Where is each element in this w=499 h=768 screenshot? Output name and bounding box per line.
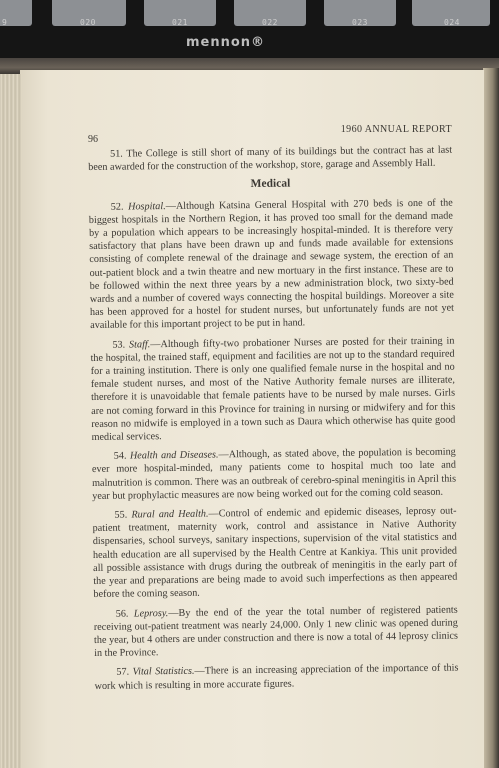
section-heading: Medical (250, 177, 291, 191)
paragraph-53 (90, 334, 455, 444)
frame-number: 021 (172, 18, 188, 27)
paragraph-55 (92, 505, 457, 602)
paragraph-text: —Although fifty-two probationer Nurses are posted for their training in the hospital, the trained staff, equipment and facilities are not up to the standard required for a training institution. There is only one qualified female nurse in the hospital and no female student nurses, and most of the Native Authority female nurses are illiterate, therefore it is unavoidable that female patients have to be nursed by male nurses. Girls are not coming forward in this Province for training in nursing or midwifery and for this reason no midwife is employed in a town such as Daura which otherwise has quite good medical services. (90, 335, 456, 444)
paragraph-title: Health and Diseases. (129, 449, 219, 462)
frame-number: 020 (80, 18, 96, 27)
paragraph-number: 57. (116, 666, 130, 679)
page-number: 96 (88, 134, 98, 145)
paragraph-title: Rural and Health. (131, 508, 209, 521)
document-page (20, 70, 484, 768)
film-strip (0, 0, 499, 60)
paragraph-52 (89, 196, 455, 332)
running-head: 1960 ANNUAL REPORT (340, 124, 452, 135)
paragraph-title: Staff. (128, 338, 151, 351)
paragraph-text: —Although Katsina General Hospital with 270 beds is one of the biggest hospitals in the Northern Region, it has proved too small for the demand made by a population which appears to be increasingly hospital-minded. It is therefore very satisfactory that plans have been drawn up and funds made available for extensions consisting of complete renewal of the drainage and sewage system, the erection of an out-patient block and a twin theatre and new mortuary in the first instance. These are to be followed within the next three years by a new administration block, two sixty-bed wards and a number of covered ways connecting the hospital buildings. Moreover a site has been approved for a hostel for student nurses, but unfortunately funds are not yet available for this important project to be put in hand. (88, 197, 455, 332)
paragraph-57 (94, 662, 458, 693)
frame-number: 023 (352, 18, 368, 27)
paragraph-text: —There is an increasing appreciation of the importance of this work which is resulting in more accurate figures. (94, 662, 459, 692)
paragraph-51: 51. The College is still short of many of its buildings but the contract has at last been awarded for the construction of the workshop, store, garage and Assembly Hall. (88, 144, 453, 174)
paragraph-number: 56. (115, 608, 129, 620)
paragraph-text: —Control of endemic and epidemic diseases, leprosy out-patient treatment, maternity work, control and assistance in Native Authority dispensaries, school surveys, sanitary inspections, supervision of the vital statistics and health education are all supervised by the Health Centre at Kankiya. This unit provided all possible assistance with drugs during the outbreak of meningitis in the early part of the year and preparations are being made to avoid such imperfections as then appeared before the coming season. (92, 505, 458, 601)
page-stack-edge (0, 74, 22, 768)
paragraph-number: 52. (110, 201, 124, 213)
page-body (88, 144, 459, 699)
paragraph-number: 55. (114, 509, 128, 521)
paragraph-title: Hospital. (127, 200, 166, 213)
paragraph-title: Leprosy. (133, 607, 169, 619)
paragraph-text: —By the end of the year the total number of registered patients receiving out-patient treatment was nearly 24,000. Only 1 new clinic was opened during the year, but 4 others are under construction and there is now a total of 44 leprosy clinics in the Province. (93, 604, 459, 660)
frame-number: 022 (262, 18, 278, 27)
paragraph-number: 53. (112, 339, 126, 351)
paragraph-number: 54. (113, 450, 127, 462)
paragraph-text: —Although, as stated above, the population is becoming ever more hospital-minded, many patients come to hospital much too late and malnutrition is common. There was an outbreak of cerebro-spinal meningitis in April this year but prophylactic measures are now being worked out for the coming cold season. (91, 446, 457, 502)
frame-number: 024 (444, 18, 460, 27)
paragraph-title: Vital Statistics. (132, 666, 195, 678)
frame-number: 9 (2, 18, 8, 27)
book-right-edge (483, 68, 499, 768)
paragraph-54 (92, 446, 457, 503)
scanner-brand-logo: mennon® (186, 35, 266, 50)
paragraph-56 (94, 603, 459, 660)
